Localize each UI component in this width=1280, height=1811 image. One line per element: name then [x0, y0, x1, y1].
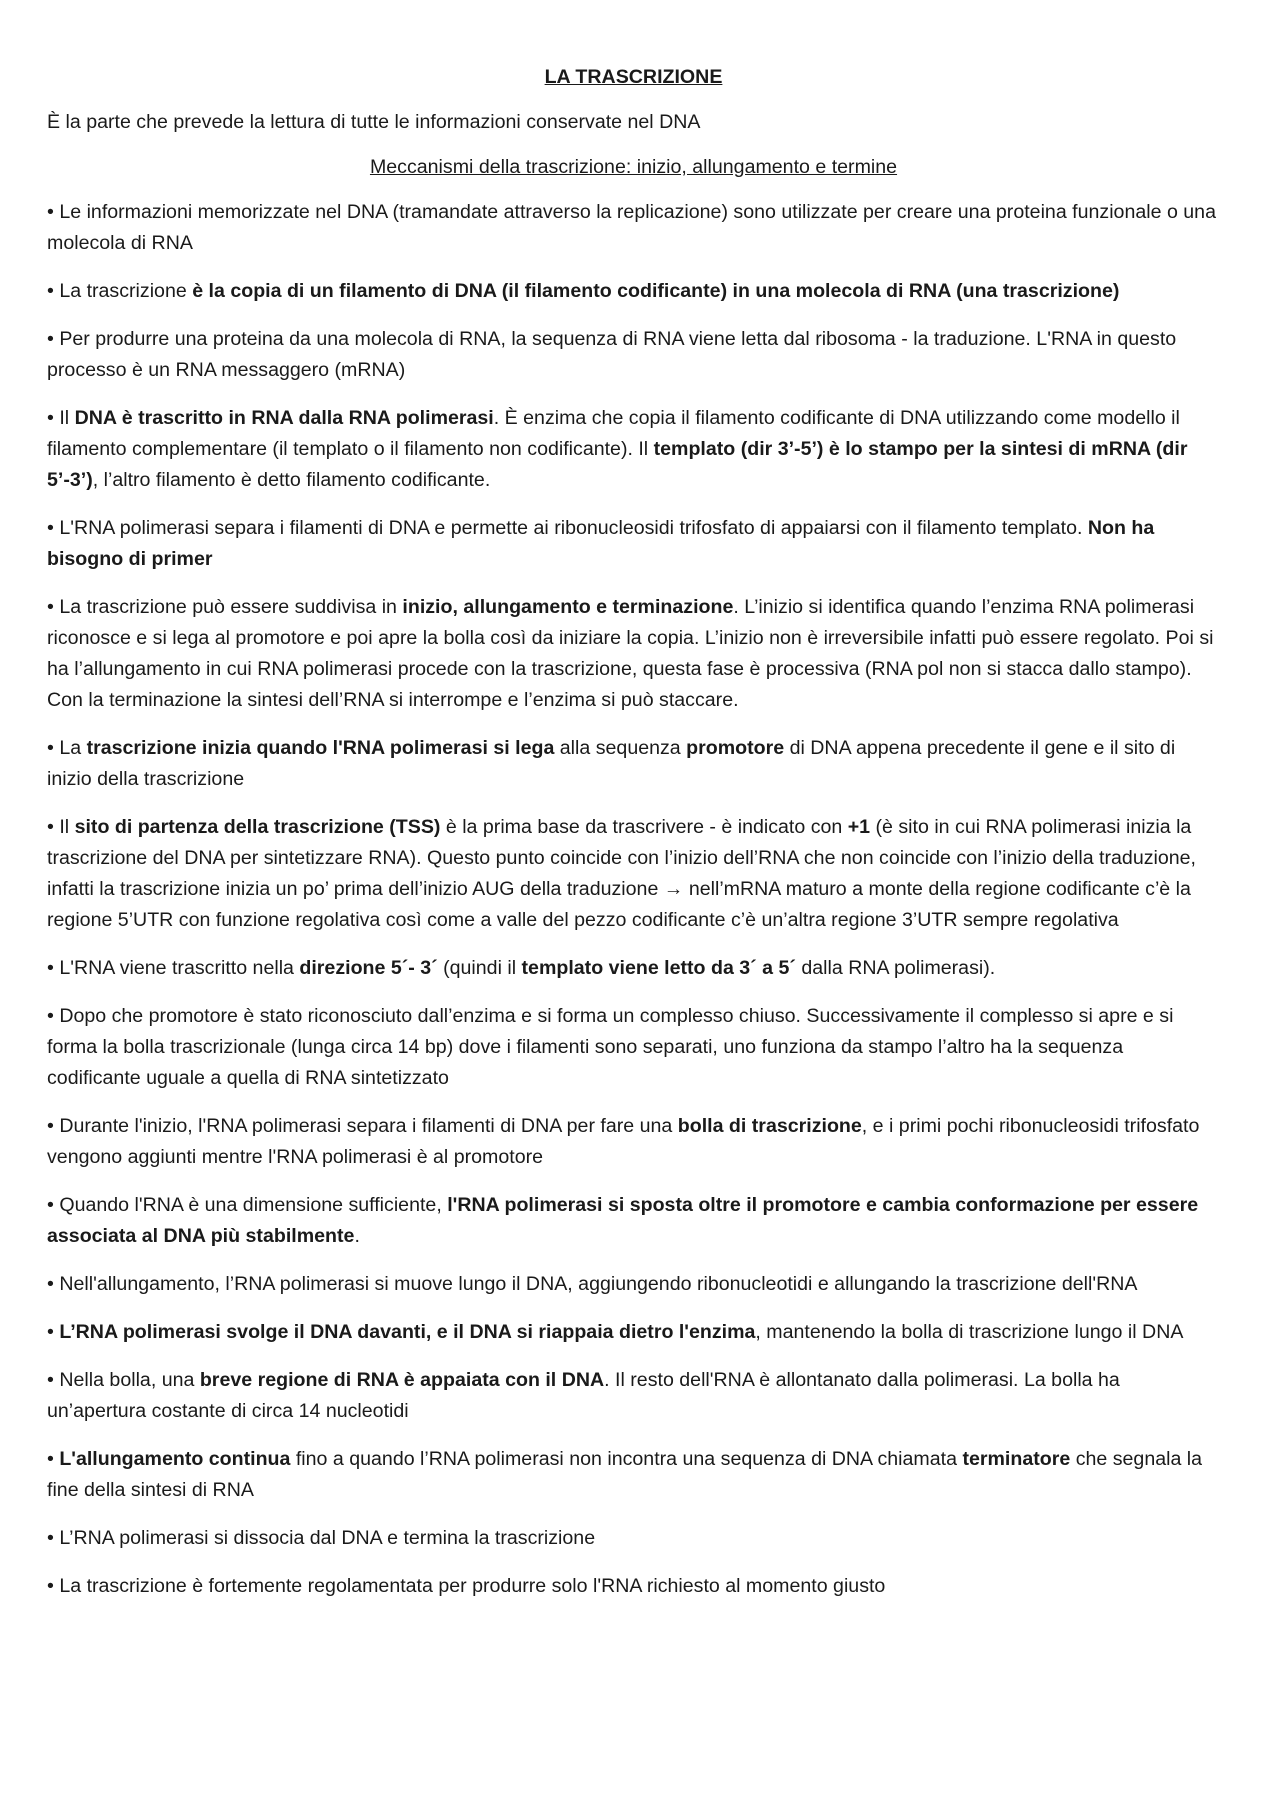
bullet-marker: • [47, 1115, 54, 1137]
page-title: LA TRASCRIZIONE [544, 66, 723, 88]
text-run: dalla RNA polimerasi). [795, 957, 996, 979]
bullet-paragraph [47, 1111, 1220, 1173]
bold-text-run: templato viene letto da 3´ a 5´ [521, 957, 796, 979]
bullet-paragraph [47, 733, 1220, 795]
text-run: . L’inizio si identifica quando l’enzima RNA polimerasi riconosce e si lega al promotore e poi apre la bolla così da iniziare la copia. L’inizio non è irreversibile infatti può essere regolato. Poi si ha l’allungamento in cui RNA polimerasi procede con la trascrizione, questa fase è processiva (RNA pol non si stacca dallo stampo). Con la terminazione la sintesi dell’RNA si interrompe e l’enzima si può staccare. [47, 596, 1214, 711]
bold-text-run: inizio, allungamento e terminazione [402, 596, 734, 618]
text-run: (quindi il [437, 957, 522, 979]
bullet-marker: • [47, 1369, 54, 1391]
text-run: . Il resto dell'RNA è allontanato dalla polimerasi. La bolla ha un’apertura costante di circa 14 nucleotidi [47, 1369, 1120, 1422]
text-run: alla sequenza [554, 737, 687, 759]
text-run: L'RNA polimerasi separa i filamenti di DNA e permette ai ribonucleosidi trifosfato di appaiarsi con il filamento templato. [59, 517, 1088, 539]
text-run: La trascrizione è fortemente regolamentata per produrre solo l'RNA richiesto al momento giusto [59, 1575, 886, 1597]
text-run: Il [59, 407, 75, 429]
bullet-paragraph [47, 1269, 1220, 1300]
bullet-marker: • [47, 737, 54, 759]
bullet-paragraph [47, 324, 1220, 386]
text-run: , l’altro filamento è detto filamento codificante. [92, 469, 491, 491]
bold-text-run: DNA è trascritto in RNA dalla RNA polimerasi [74, 407, 494, 429]
text-run: Il [59, 816, 75, 838]
bullet-marker: • [47, 1321, 54, 1343]
text-run: La trascrizione [59, 280, 193, 302]
bold-text-run: +1 [847, 816, 871, 838]
bold-text-run: sito di partenza della trascrizione (TSS) [74, 816, 441, 838]
bold-text-run: l'RNA polimerasi si sposta oltre il promotore e cambia conformazione per essere associata al DNA più stabilmente [47, 1194, 1199, 1247]
bold-text-run: terminatore [962, 1448, 1071, 1470]
text-run: che segnala la fine della sintesi di RNA [47, 1448, 1203, 1501]
bullet-marker: • [47, 957, 54, 979]
bullet-paragraph [47, 1317, 1220, 1348]
bullet-paragraph [47, 1571, 1220, 1602]
text-run: , e i primi pochi ribonucleosidi trifosfato vengono aggiunti mentre l'RNA polimerasi è al promotore [47, 1115, 1200, 1168]
text-run: (è sito in cui RNA polimerasi inizia la trascrizione del DNA per sintetizzare RNA). Questo punto coincide con l’inizio dell’RNA che non coincide con l’inizio della traduzione, infatti la trascrizione inizia un po’ prima dell’inizio AUG della traduzione → nell’mRNA maturo a monte della regione codificante c’è la regione 5’UTR con funzione regolativa così come a valle del pezzo codificante c’è un’altra regione 3’UTR sempre regolativa [47, 816, 1196, 931]
section-subtitle: Meccanismi della trascrizione: inizio, allungamento e termine [369, 156, 898, 178]
bullet-marker: • [47, 517, 54, 539]
bullet-marker: • [47, 596, 54, 618]
bold-text-run: templato (dir 3’-5’) è lo stampo per la sintesi di mRNA (dir 5’-3’) [47, 438, 1188, 491]
text-run: La [59, 737, 87, 759]
bullet-paragraph [47, 953, 1220, 984]
intro-text: È la parte che prevede la lettura di tutte le informazioni conservate nel DNA [47, 111, 701, 133]
bold-text-run: L’RNA polimerasi svolge il DNA davanti, e il DNA si riappaia dietro l'enzima [59, 1321, 756, 1343]
bullet-marker: • [47, 1527, 54, 1549]
bold-text-run: bolla di trascrizione [677, 1115, 862, 1137]
text-run: di DNA appena precedente il gene e il sito di inizio della trascrizione [47, 737, 1176, 790]
bold-text-run: promotore [686, 737, 785, 759]
bullet-paragraph [47, 592, 1220, 716]
bullet-paragraph [47, 1190, 1220, 1252]
bullet-marker: • [47, 407, 54, 429]
bullet-marker: • [47, 201, 54, 223]
bold-text-run: breve regione di RNA è appaiata con il DNA [199, 1369, 605, 1391]
bullet-marker: • [47, 1005, 54, 1027]
bold-text-run: direzione 5´- 3´ [299, 957, 438, 979]
bullet-marker: • [47, 328, 54, 350]
bullet-paragraph [47, 1365, 1220, 1427]
text-run: . [354, 1225, 360, 1247]
text-run: è la prima base da trascrivere - è indicato con [440, 816, 848, 838]
bullet-marker: • [47, 1448, 54, 1470]
bold-text-run: Non ha bisogno di primer [47, 517, 1155, 570]
bullet-marker: • [47, 816, 54, 838]
paragraph-list [47, 197, 1220, 1602]
bold-text-run: è la copia di un filamento di DNA (il filamento codificante) in una molecola di RNA (una trascrizione) [192, 280, 1120, 302]
bullet-marker: • [47, 1273, 54, 1295]
text-run: Nella bolla, una [59, 1369, 200, 1391]
bullet-paragraph [47, 812, 1220, 936]
bullet-paragraph [47, 1523, 1220, 1554]
bullet-paragraph [47, 197, 1220, 259]
bullet-paragraph [47, 513, 1220, 575]
text-run: Durante l'inizio, l'RNA polimerasi separa i filamenti di DNA per fare una [59, 1115, 678, 1137]
text-run: L’RNA polimerasi si dissocia dal DNA e termina la trascrizione [59, 1527, 596, 1549]
text-run: Le informazioni memorizzate nel DNA (tramandate attraverso la replicazione) sono utilizzate per creare una proteina funzionale o una molecola di RNA [47, 201, 1216, 254]
bullet-paragraph [47, 1444, 1220, 1506]
bullet-paragraph [47, 403, 1220, 496]
bullet-marker: • [47, 280, 54, 302]
text-run: , mantenendo la bolla di trascrizione lungo il DNA [755, 1321, 1184, 1343]
text-run: . È enzima che copia il filamento codificante di DNA utilizzando come modello il filamento complementare (il templato o il filamento non codificante). Il [47, 407, 1180, 460]
bold-text-run: trascrizione inizia quando l'RNA polimerasi si lega [86, 737, 555, 759]
bullet-marker: • [47, 1575, 54, 1597]
text-run: L'RNA viene trascritto nella [59, 957, 300, 979]
bullet-paragraph [47, 1001, 1220, 1094]
text-run: La trascrizione può essere suddivisa in [59, 596, 403, 618]
bold-text-run: L'allungamento continua [59, 1448, 291, 1470]
bullet-paragraph [47, 276, 1220, 307]
text-run: Nell'allungamento, l’RNA polimerasi si muove lungo il DNA, aggiungendo ribonucleotidi e allungando la trascrizione dell'RNA [59, 1273, 1138, 1295]
bullet-marker: • [47, 1194, 54, 1216]
text-run: Dopo che promotore è stato riconosciuto dall’enzima e si forma un complesso chiuso. Successivamente il complesso si apre e si forma la bolla trascrizionale (lunga circa 14 bp) dove i filamenti sono separati, uno funziona da stampo l’altro ha la sequenza codificante uguale a quella di RNA sintetizzato [47, 1005, 1174, 1089]
text-run: Quando l'RNA è una dimensione sufficiente, [59, 1194, 448, 1216]
text-run: fino a quando l’RNA polimerasi non incontra una sequenza di DNA chiamata [290, 1448, 963, 1470]
text-run: Per produrre una proteina da una molecola di RNA, la sequenza di RNA viene letta dal ribosoma - la traduzione. L'RNA in questo processo è un RNA messaggero (mRNA) [47, 328, 1177, 381]
